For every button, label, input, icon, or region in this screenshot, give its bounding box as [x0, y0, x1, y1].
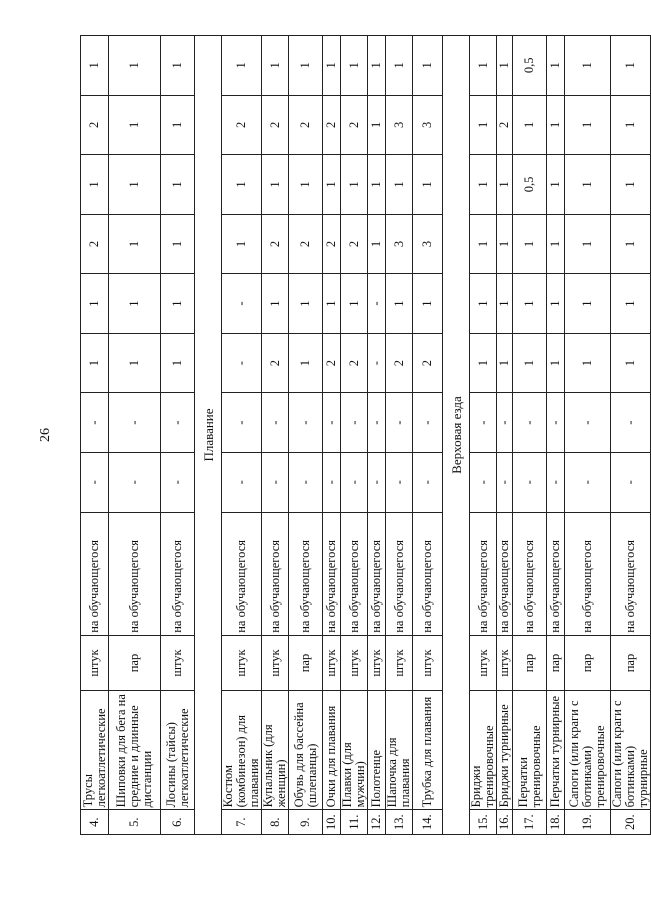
value-cell: 1 [368, 214, 386, 274]
value-cell: 1 [470, 155, 497, 215]
value-cell: 0,5 [513, 36, 547, 96]
basis-cell: на обучающегося [81, 512, 109, 635]
value-cell: 1 [161, 333, 195, 393]
value-cell: 1 [565, 155, 611, 215]
value-cell: - [81, 452, 109, 512]
value-cell: - [470, 393, 497, 453]
value-cell: - [222, 274, 262, 334]
unit-cell: штук [497, 635, 513, 690]
value-cell: 1 [413, 36, 443, 96]
table-row [368, 36, 386, 835]
value-cell: 2 [81, 214, 109, 274]
row-number: 15. [470, 810, 497, 835]
rotated-page-content [80, 35, 650, 835]
value-cell: 2 [262, 333, 289, 393]
value-cell: 2 [497, 95, 513, 155]
table-row [262, 36, 289, 835]
value-cell: - [368, 333, 386, 393]
value-cell: - [470, 452, 497, 512]
value-cell: - [386, 452, 413, 512]
value-cell: 1 [222, 36, 262, 96]
value-cell: - [161, 393, 195, 453]
item-name: Перчатки турнирные [547, 691, 565, 810]
row-number: 19. [565, 810, 611, 835]
table-row [161, 36, 195, 835]
item-name: Костюм (комбинезон) для плавания [222, 691, 262, 810]
basis-cell: на обучающегося [547, 512, 565, 635]
value-cell: 1 [161, 155, 195, 215]
value-cell: 2 [323, 214, 341, 274]
row-number: 8. [262, 810, 289, 835]
row-number: 12. [368, 810, 386, 835]
value-cell: 1 [109, 95, 161, 155]
table-row [109, 36, 161, 835]
value-cell: 2 [262, 95, 289, 155]
value-cell: 1 [547, 95, 565, 155]
row-number: 14. [413, 810, 443, 835]
value-cell: 1 [289, 274, 323, 334]
value-cell: - [497, 393, 513, 453]
section-header-row [195, 36, 222, 835]
value-cell: 2 [289, 95, 323, 155]
value-cell: 1 [470, 333, 497, 393]
unit-cell: штук [161, 635, 195, 690]
value-cell: - [565, 393, 611, 453]
value-cell: 3 [386, 95, 413, 155]
value-cell: 1 [611, 155, 651, 215]
value-cell: 1 [611, 333, 651, 393]
basis-cell: на обучающегося [222, 512, 262, 635]
basis-cell: на обучающегося [262, 512, 289, 635]
value-cell: 1 [109, 155, 161, 215]
value-cell: 1 [611, 36, 651, 96]
value-cell: 1 [109, 214, 161, 274]
value-cell: 1 [565, 95, 611, 155]
value-cell: 2 [222, 95, 262, 155]
value-cell: 1 [565, 274, 611, 334]
value-cell: - [413, 393, 443, 453]
value-cell: - [222, 333, 262, 393]
item-name: Сапоги (или краги с ботинками) тренировочные [565, 691, 611, 810]
value-cell: 1 [565, 333, 611, 393]
value-cell: 1 [161, 214, 195, 274]
value-cell: 1 [161, 36, 195, 96]
value-cell: 3 [386, 214, 413, 274]
value-cell: 1 [109, 333, 161, 393]
value-cell: 1 [565, 36, 611, 96]
value-cell: 1 [161, 95, 195, 155]
value-cell: 1 [497, 36, 513, 96]
value-cell: 1 [341, 274, 368, 334]
value-cell: 1 [547, 333, 565, 393]
unit-cell: штук [368, 635, 386, 690]
unit-cell: пар [289, 635, 323, 690]
value-cell: 1 [368, 95, 386, 155]
row-number: 7. [222, 810, 262, 835]
value-cell: 1 [368, 36, 386, 96]
value-cell: 1 [386, 36, 413, 96]
value-cell: 1 [289, 36, 323, 96]
basis-cell: на обучающегося [413, 512, 443, 635]
value-cell: 2 [262, 214, 289, 274]
table-row [547, 36, 565, 835]
value-cell: 3 [413, 214, 443, 274]
item-name: Лосины (тайсы) легкоатлетические [161, 691, 195, 810]
value-cell: 2 [386, 333, 413, 393]
table-body [81, 36, 651, 835]
value-cell: 1 [470, 95, 497, 155]
value-cell: 2 [341, 95, 368, 155]
value-cell: 2 [341, 214, 368, 274]
table-row [413, 36, 443, 835]
value-cell: - [386, 393, 413, 453]
table-row [497, 36, 513, 835]
row-number: 5. [109, 810, 161, 835]
item-name: Купальник (для женщин) [262, 691, 289, 810]
value-cell: - [289, 393, 323, 453]
table-row [341, 36, 368, 835]
basis-cell: на обучающегося [289, 512, 323, 635]
value-cell: 1 [513, 214, 547, 274]
value-cell: 1 [611, 214, 651, 274]
table-row [611, 36, 651, 835]
value-cell: - [611, 452, 651, 512]
value-cell: 1 [109, 36, 161, 96]
value-cell: - [222, 393, 262, 453]
row-number: 10. [323, 810, 341, 835]
value-cell: 1 [81, 274, 109, 334]
value-cell: - [323, 452, 341, 512]
value-cell: - [611, 393, 651, 453]
table-row [81, 36, 109, 835]
value-cell: 1 [547, 274, 565, 334]
basis-cell: на обучающегося [323, 512, 341, 635]
value-cell: 1 [470, 274, 497, 334]
unit-cell: штук [323, 635, 341, 690]
value-cell: - [497, 452, 513, 512]
value-cell: 2 [289, 214, 323, 274]
unit-cell: штук [386, 635, 413, 690]
table-row [222, 36, 262, 835]
page-number: 26 [38, 428, 53, 442]
basis-cell: на обучающегося [368, 512, 386, 635]
value-cell: 1 [547, 36, 565, 96]
value-cell: - [323, 393, 341, 453]
unit-cell: штук [262, 635, 289, 690]
value-cell: 1 [368, 155, 386, 215]
value-cell: 1 [547, 214, 565, 274]
unit-cell: пар [565, 635, 611, 690]
section-title: Плавание [195, 36, 222, 835]
equipment-table [80, 35, 651, 835]
section-title: Верховая езда [443, 36, 470, 835]
value-cell: 2 [341, 333, 368, 393]
value-cell: 1 [497, 274, 513, 334]
value-cell: - [289, 452, 323, 512]
value-cell: 1 [565, 214, 611, 274]
row-number: 4. [81, 810, 109, 835]
value-cell: 1 [413, 155, 443, 215]
value-cell: 1 [497, 214, 513, 274]
item-name: Шиповки для бега на средние и длинные дистанции [109, 691, 161, 810]
value-cell: - [222, 452, 262, 512]
value-cell: 0,5 [513, 155, 547, 215]
table-row [513, 36, 547, 835]
basis-cell: на обучающегося [161, 512, 195, 635]
value-cell: 1 [222, 155, 262, 215]
table-row [565, 36, 611, 835]
item-name: Очки для плавания [323, 691, 341, 810]
unit-cell: пар [547, 635, 565, 690]
unit-cell: штук [413, 635, 443, 690]
section-header-row [443, 36, 470, 835]
value-cell: 2 [323, 333, 341, 393]
value-cell: 1 [289, 155, 323, 215]
value-cell: 1 [611, 274, 651, 334]
unit-cell: штук [222, 635, 262, 690]
value-cell: - [565, 452, 611, 512]
basis-cell: на обучающегося [109, 512, 161, 635]
value-cell: 2 [81, 95, 109, 155]
value-cell: 1 [386, 155, 413, 215]
item-name: Трусы легкоатлетические [81, 691, 109, 810]
value-cell: 1 [497, 155, 513, 215]
unit-cell: штук [341, 635, 368, 690]
value-cell: - [262, 393, 289, 453]
basis-cell: на обучающегося [513, 512, 547, 635]
value-cell: - [547, 393, 565, 453]
row-number: 17. [513, 810, 547, 835]
item-name: Полотенце [368, 691, 386, 810]
value-cell: - [413, 452, 443, 512]
item-name: Бриджи тренировочные [470, 691, 497, 810]
value-cell: - [547, 452, 565, 512]
value-cell: 1 [470, 36, 497, 96]
value-cell: 1 [81, 155, 109, 215]
value-cell: 1 [262, 274, 289, 334]
table-row [289, 36, 323, 835]
value-cell: 1 [81, 36, 109, 96]
value-cell: 1 [513, 274, 547, 334]
value-cell: 1 [109, 274, 161, 334]
unit-cell: штук [81, 635, 109, 690]
value-cell: 1 [513, 95, 547, 155]
value-cell: - [262, 452, 289, 512]
row-number: 9. [289, 810, 323, 835]
value-cell: - [368, 393, 386, 453]
table-row [386, 36, 413, 835]
basis-cell: на обучающегося [470, 512, 497, 635]
value-cell: 1 [341, 36, 368, 96]
row-number: 13. [386, 810, 413, 835]
value-cell: 1 [222, 214, 262, 274]
value-cell: 1 [323, 36, 341, 96]
value-cell: 1 [413, 274, 443, 334]
row-number: 16. [497, 810, 513, 835]
item-name: Сапоги (или краги с ботинками) турнирные [611, 691, 651, 810]
basis-cell: на обучающегося [611, 512, 651, 635]
value-cell: - [341, 393, 368, 453]
basis-cell: на обучающегося [386, 512, 413, 635]
value-cell: 2 [323, 95, 341, 155]
value-cell: 1 [513, 333, 547, 393]
value-cell: - [341, 452, 368, 512]
value-cell: 1 [323, 155, 341, 215]
value-cell: 1 [161, 274, 195, 334]
value-cell: 1 [497, 333, 513, 393]
row-number: 20. [611, 810, 651, 835]
row-number: 6. [161, 810, 195, 835]
value-cell: 2 [413, 333, 443, 393]
value-cell: - [368, 452, 386, 512]
item-name: Трубка для плавания [413, 691, 443, 810]
value-cell: 1 [262, 36, 289, 96]
unit-cell: пар [513, 635, 547, 690]
value-cell: - [109, 393, 161, 453]
basis-cell: на обучающегося [341, 512, 368, 635]
row-number: 11. [341, 810, 368, 835]
basis-cell: на обучающегося [497, 512, 513, 635]
item-name: Обувь для бассейна (шлепанцы) [289, 691, 323, 810]
item-name: Бриджи турнирные [497, 691, 513, 810]
item-name: Шапочка для плавания [386, 691, 413, 810]
row-number: 18. [547, 810, 565, 835]
basis-cell: на обучающегося [565, 512, 611, 635]
value-cell: 1 [81, 333, 109, 393]
unit-cell: пар [611, 635, 651, 690]
table-row [470, 36, 497, 835]
value-cell: 1 [386, 274, 413, 334]
value-cell: - [161, 452, 195, 512]
item-name: Перчатки тренировочные [513, 691, 547, 810]
value-cell: 1 [341, 155, 368, 215]
unit-cell: пар [109, 635, 161, 690]
value-cell: 1 [323, 274, 341, 334]
value-cell: 1 [470, 214, 497, 274]
value-cell: 1 [611, 95, 651, 155]
unit-cell: штук [470, 635, 497, 690]
value-cell: - [513, 393, 547, 453]
value-cell: - [368, 274, 386, 334]
value-cell: - [81, 393, 109, 453]
table-row [323, 36, 341, 835]
value-cell: - [513, 452, 547, 512]
value-cell: 1 [289, 333, 323, 393]
value-cell: 3 [413, 95, 443, 155]
value-cell: 1 [547, 155, 565, 215]
value-cell: - [109, 452, 161, 512]
value-cell: 1 [262, 155, 289, 215]
item-name: Плавки (для мужчин) [341, 691, 368, 810]
